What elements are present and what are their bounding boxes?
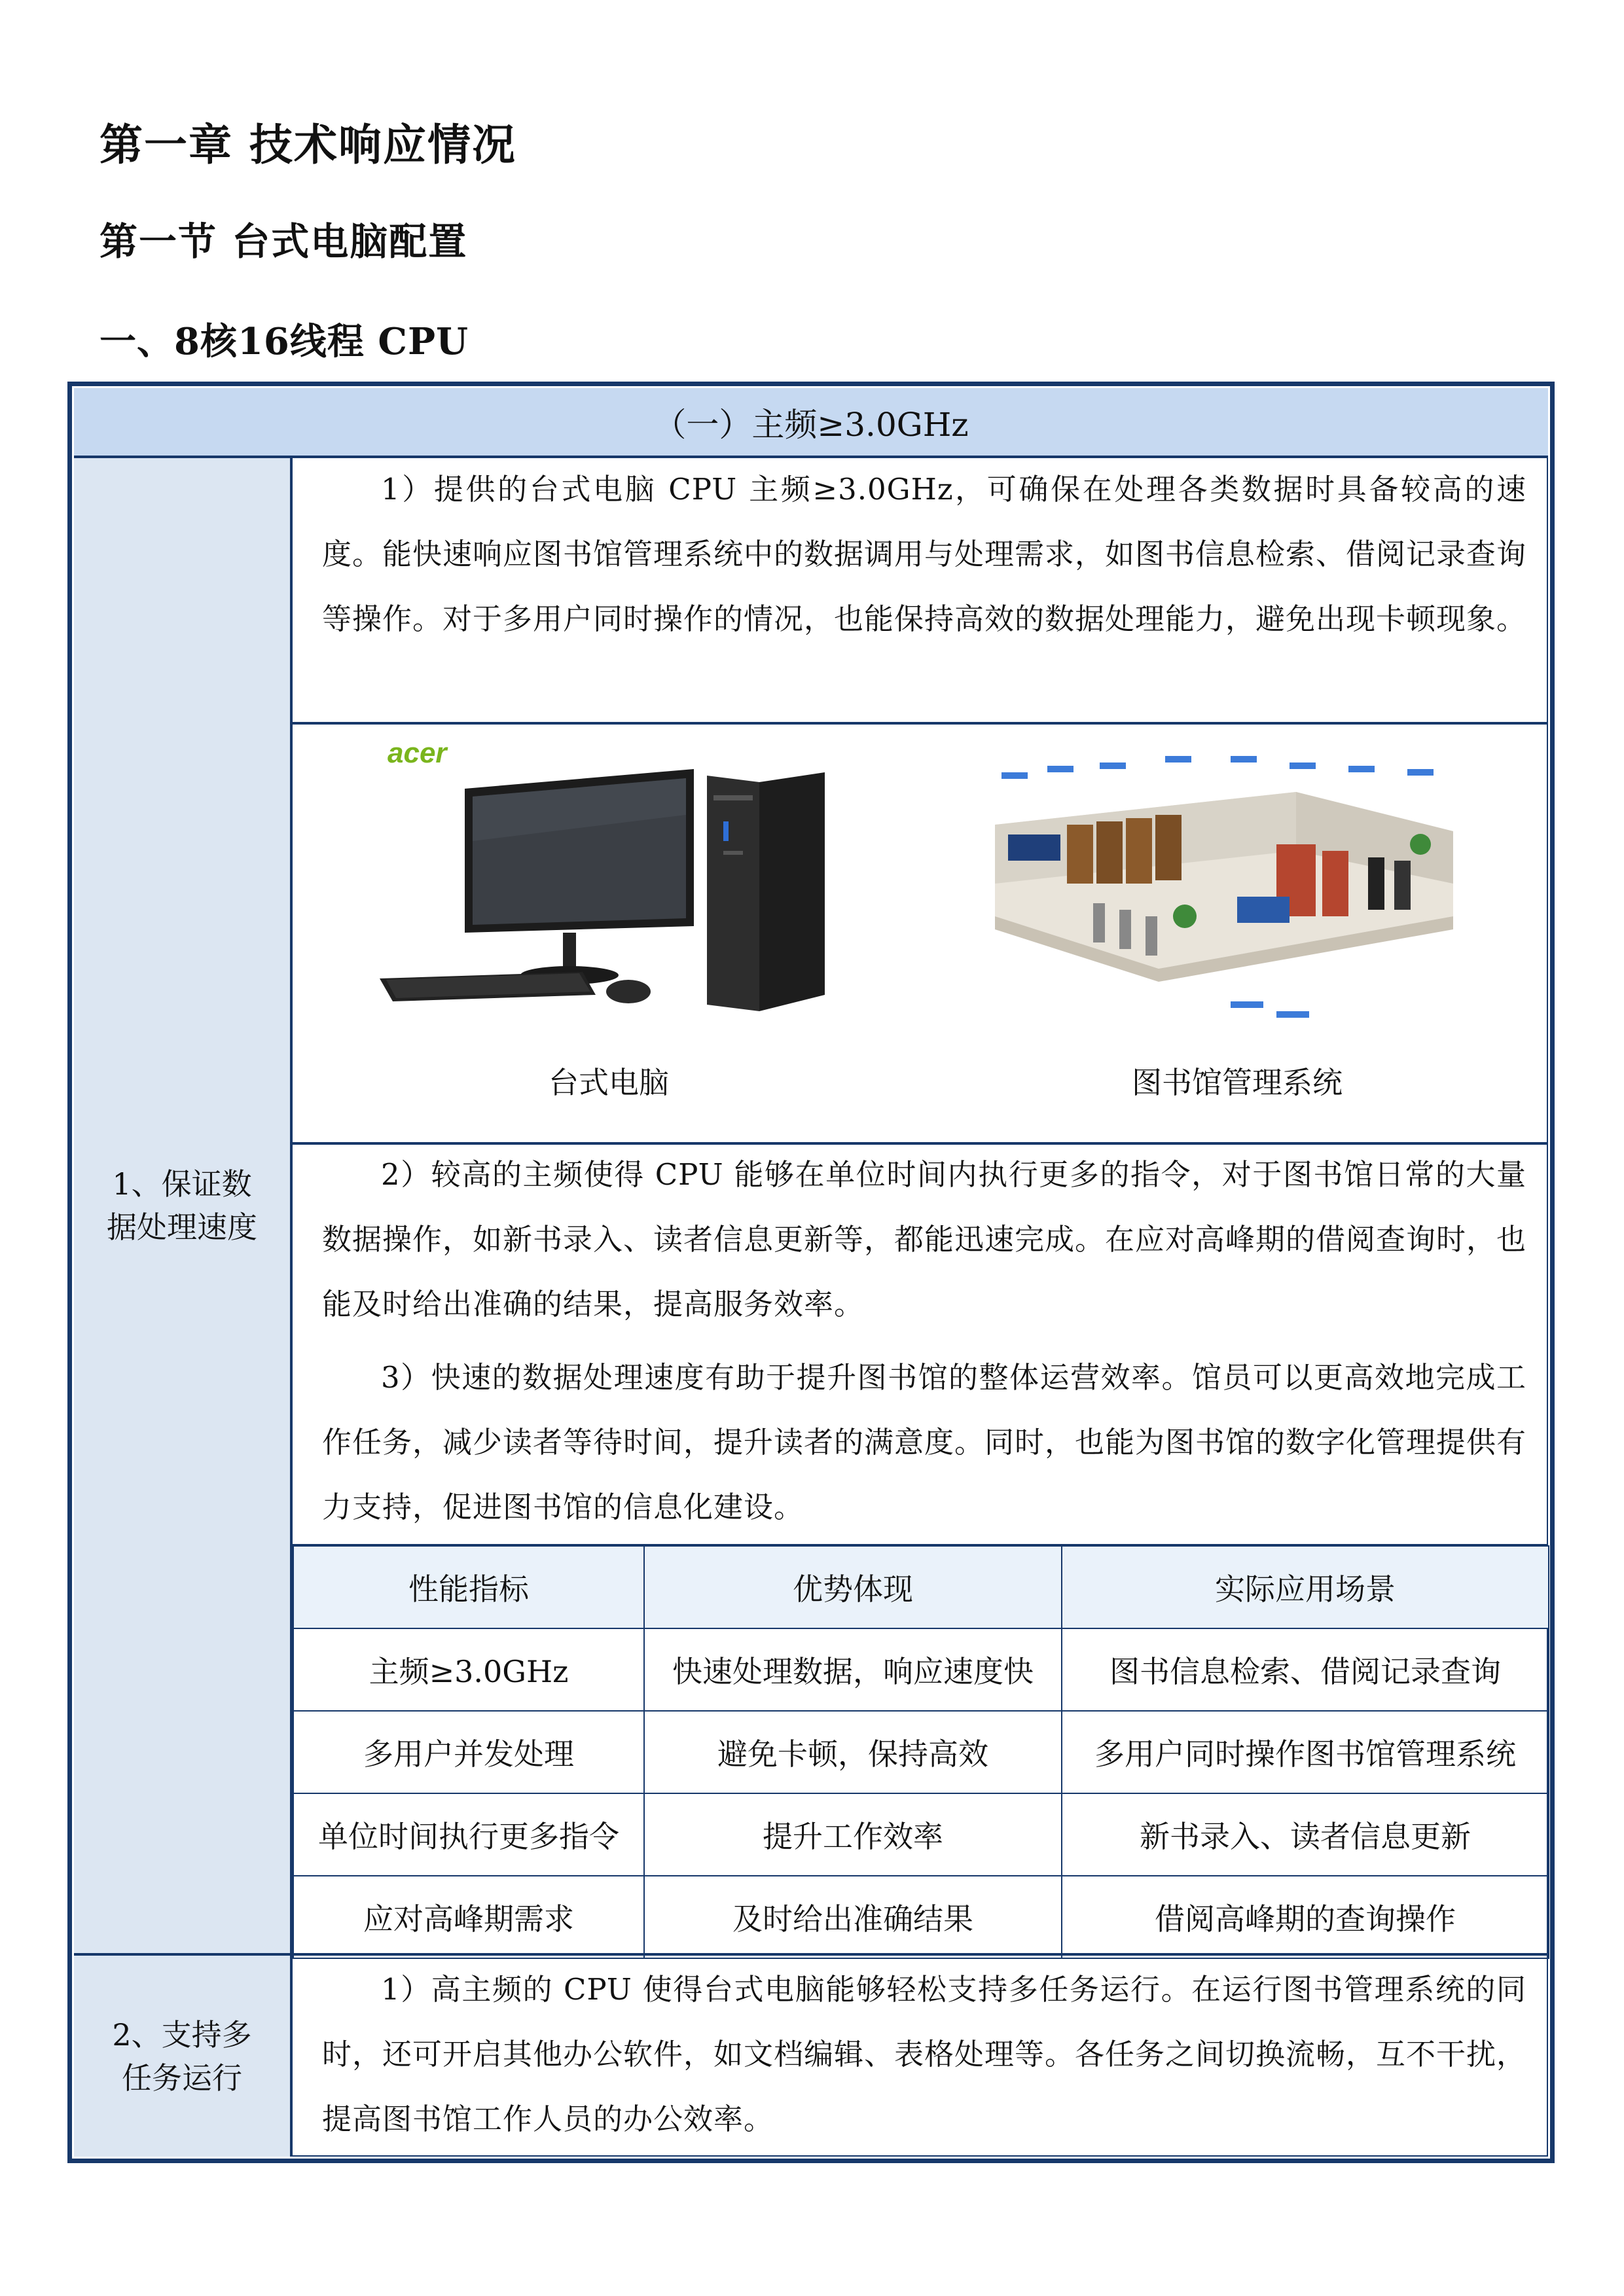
table-row xyxy=(293,1711,1549,1793)
header-cell: 实际应用场景 xyxy=(1062,1546,1549,1628)
table-cell: 图书信息检索、借阅记录查询 xyxy=(1062,1628,1549,1711)
table-row xyxy=(293,1793,1549,1876)
acer-logo: acer xyxy=(388,737,447,769)
row1-paragraph-3: 3）快速的数据处理速度有助于提升图书馆的整体运营效率。馆员可以更高效地完成工作任务，减少读者等待时间，提升读者的满意度。同时，也能为图书馆的数字化管理提供有力支持，促进图书馆的信息化建设。 xyxy=(322,1360,1527,1524)
table-row xyxy=(293,1876,1549,1958)
divider xyxy=(293,722,1548,725)
row-divider xyxy=(74,1953,1548,1956)
table-row xyxy=(293,1628,1549,1711)
row1-label: 1、保证数据处理速度 xyxy=(107,1166,257,1245)
table-cell: 单位时间执行更多指令 xyxy=(293,1793,644,1876)
header-cell: 性能指标 xyxy=(293,1546,644,1628)
desktop-computer-caption: 台式电脑 xyxy=(549,1065,669,1100)
table-title xyxy=(74,388,1548,458)
desktop-computer-image xyxy=(367,736,851,1024)
table-cell: 多用户并发处理 xyxy=(293,1711,644,1793)
table-cell: 避免卡顿，保持高效 xyxy=(644,1711,1062,1793)
library-system-image xyxy=(988,753,1460,1028)
chapter-title: 第一章 技术响应情况 xyxy=(99,119,516,170)
row1-paragraph-2: 2）较高的主频使得 CPU 能够在单位时间内执行更多的指令，对于图书馆日常的大量数据操作，如新书录入、读者信息更新等，都能迅速完成。在应对高峰期的借阅查询时，也能及时给出准确的结果，提高服务效率。 xyxy=(322,1157,1527,1321)
row2-label: 2、支持多任务运行 xyxy=(112,2017,252,2096)
row2-label-cell xyxy=(74,1956,293,2157)
table-cell: 借阅高峰期的查询操作 xyxy=(1062,1876,1549,1958)
row1-paragraph-1: 1）提供的台式电脑 CPU 主频≥3.0GHz，可确保在处理各类数据时具备较高的速度。能快速响应图书馆管理系统中的数据调用与处理需求，如图书信息检索、借阅记录查询等操作。对于多用户同时操作的情况，也能保持高效的数据处理能力，避免出现卡顿现象。 xyxy=(322,472,1527,636)
table-cell: 快速处理数据，响应速度快 xyxy=(644,1628,1062,1711)
table-cell: 主频≥3.0GHz xyxy=(293,1628,644,1711)
row2-paragraph-1: 1）高主频的 CPU 使得台式电脑能够轻松支持多任务运行。在运行图书管理系统的同时，还可开启其他办公软件，如文档编辑、表格处理等。各任务之间切换流畅，互不干扰，提高图书馆工作人员的办公效率。 xyxy=(322,1972,1527,2136)
header-cell: 优势体现 xyxy=(644,1546,1062,1628)
table-header-row xyxy=(293,1546,1549,1628)
subsection-title: 一、8核16线程 CPU xyxy=(99,320,469,363)
library-system-caption: 图书馆管理系统 xyxy=(1132,1065,1343,1100)
section-title: 第一节 台式电脑配置 xyxy=(99,219,468,264)
table-cell: 提升工作效率 xyxy=(644,1793,1062,1876)
table-title-text: （一）主频≥3.0GHz xyxy=(653,405,969,444)
table-cell: 新书录入、读者信息更新 xyxy=(1062,1793,1549,1876)
table-cell: 及时给出准确结果 xyxy=(644,1876,1062,1958)
table-cell: 应对高峰期需求 xyxy=(293,1876,644,1958)
performance-table xyxy=(293,1545,1549,1959)
table-cell: 多用户同时操作图书馆管理系统 xyxy=(1062,1711,1549,1793)
row1-label-cell xyxy=(74,458,293,1953)
